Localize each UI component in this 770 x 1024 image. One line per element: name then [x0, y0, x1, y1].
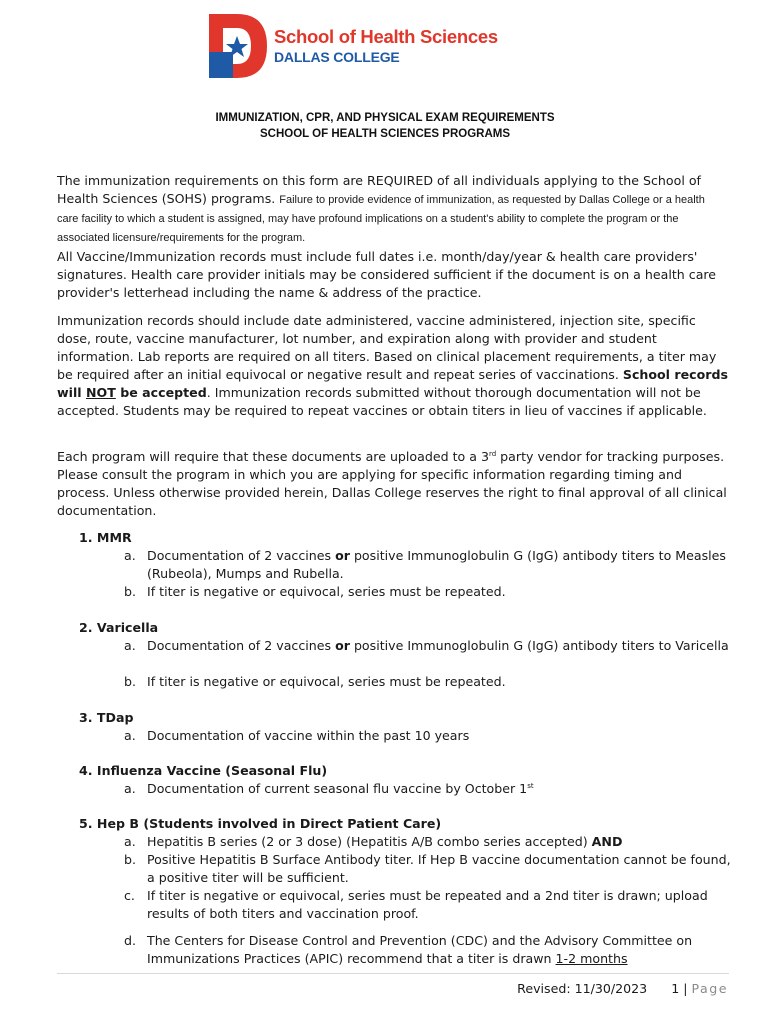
doc-title-line1: IMMUNIZATION, CPR, AND PHYSICAL EXAM REQUIREMENTS [215, 112, 555, 124]
page-footer [517, 980, 728, 998]
hepb-item-c: c. If titer is negative or equivocal, series must be repeated and a 2nd titer is drawn; upload results of both titers and vaccination proof. [124, 888, 708, 921]
flu-item-a: a. Documentation of current seasonal flu vaccine by October 1st [124, 781, 534, 796]
intro-paragraph [57, 172, 729, 247]
records-detail-paragraph [57, 312, 729, 420]
page-label: Page [691, 981, 728, 996]
mmr-item-b: b. If titer is negative or equivocal, series must be repeated. [124, 584, 506, 599]
school-records-warning: School records will NOT be accepted [57, 367, 728, 400]
footer-divider [57, 973, 729, 974]
varicella-item-b: b. If titer is negative or equivocal, series must be repeated. [124, 674, 506, 689]
doc-title-line2: SCHOOL OF HEALTH SCIENCES PROGRAMS [259, 128, 511, 140]
records-detail-text-end: . Immunization records submitted without thorough documentation will not be accepted. Students may be required to repeat vaccines or obtain titers in lieu of vaccines if applicable. [57, 385, 707, 418]
vendor-paragraph: Each program will require that these documents are uploaded to a 3rd party vendor for tracking purposes. Please consult the program in which you are applying for specific information regarding timing and process. Unless otherwise provided herein, Dallas College reserves the right to final approval of all clinical documentation. [57, 449, 727, 518]
dallas-college-logo [207, 12, 497, 82]
logo-d-mark-icon [207, 12, 269, 80]
hepb-item-d: d. The Centers for Disease Control and Prevention (CDC) and the Advisory Committee on Immunizations Practices (APIC) recommend that a titer is drawn 1-2 months [124, 933, 693, 966]
hepb-item-a: a. Hepatitis B series (2 or 3 dose) (Hepatitis A/B combo series accepted) AND [124, 834, 623, 849]
footer-separator: | [683, 981, 688, 996]
intro-large-text: The immunization requirements on this form are REQUIRED of all individuals applying to the School of Health Sciences (SOHS) programs. [57, 173, 701, 206]
tdap-item-a: a. Documentation of vaccine within the past 10 years [124, 728, 470, 743]
logo-text-college: DALLAS COLLEGE [274, 49, 400, 65]
records-detail-text: Immunization records should include date administered, vaccine administered, injection site, specific dose, route, vaccine manufacturer, lot number, and expiration along with provider and student information. Lab reports are required on all titers. Based on clinical placement requirements, a titer may be required after an initial equivocal or negative result and repeat series of vaccinations. [57, 313, 717, 382]
logo-text-school: School of Health Sciences [274, 26, 498, 47]
varicella-item-a: a. Documentation of 2 vaccines or positive Immunoglobulin G (IgG) antibody titers to Varicella [124, 638, 729, 653]
mmr-item-a: a. Documentation of 2 vaccines or positive Immunoglobulin G (IgG) antibody titers to Measles (Rubeola), Mumps and Rubella. [124, 548, 726, 581]
intro-small-text: Failure to provide evidence of immunization, as requested by Dallas College or a health care facility to which a student is assigned, may have profound implications on a student's ability to complete the program or the associated licensure/requirements for the program. [57, 194, 705, 244]
section-flu-heading: 4. Influenza Vaccine (Seasonal Flu) [79, 763, 328, 778]
section-mmr-heading: 1. MMR [79, 530, 132, 545]
hepb-item-b: b. Positive Hepatitis B Surface Antibody titer. If Hep B vaccine documentation cannot be found, a positive titer will be sufficient. [124, 852, 731, 885]
page-number: 1 [671, 981, 680, 996]
revised-date: Revised: 11/30/2023 [517, 981, 648, 996]
section-tdap-heading: 3. TDap [79, 710, 134, 725]
records-paragraph: All Vaccine/Immunization records must include full dates i.e. month/day/year & health care providers' signatures. Health care provider initials may be considered sufficient if the document is on a health care provider's letterhead including the name & address of the practice. [57, 249, 717, 300]
section-hepb-heading: 5. Hep B (Students involved in Direct Patient Care) [79, 816, 442, 831]
section-varicella-heading: 2. Varicella [79, 620, 159, 635]
